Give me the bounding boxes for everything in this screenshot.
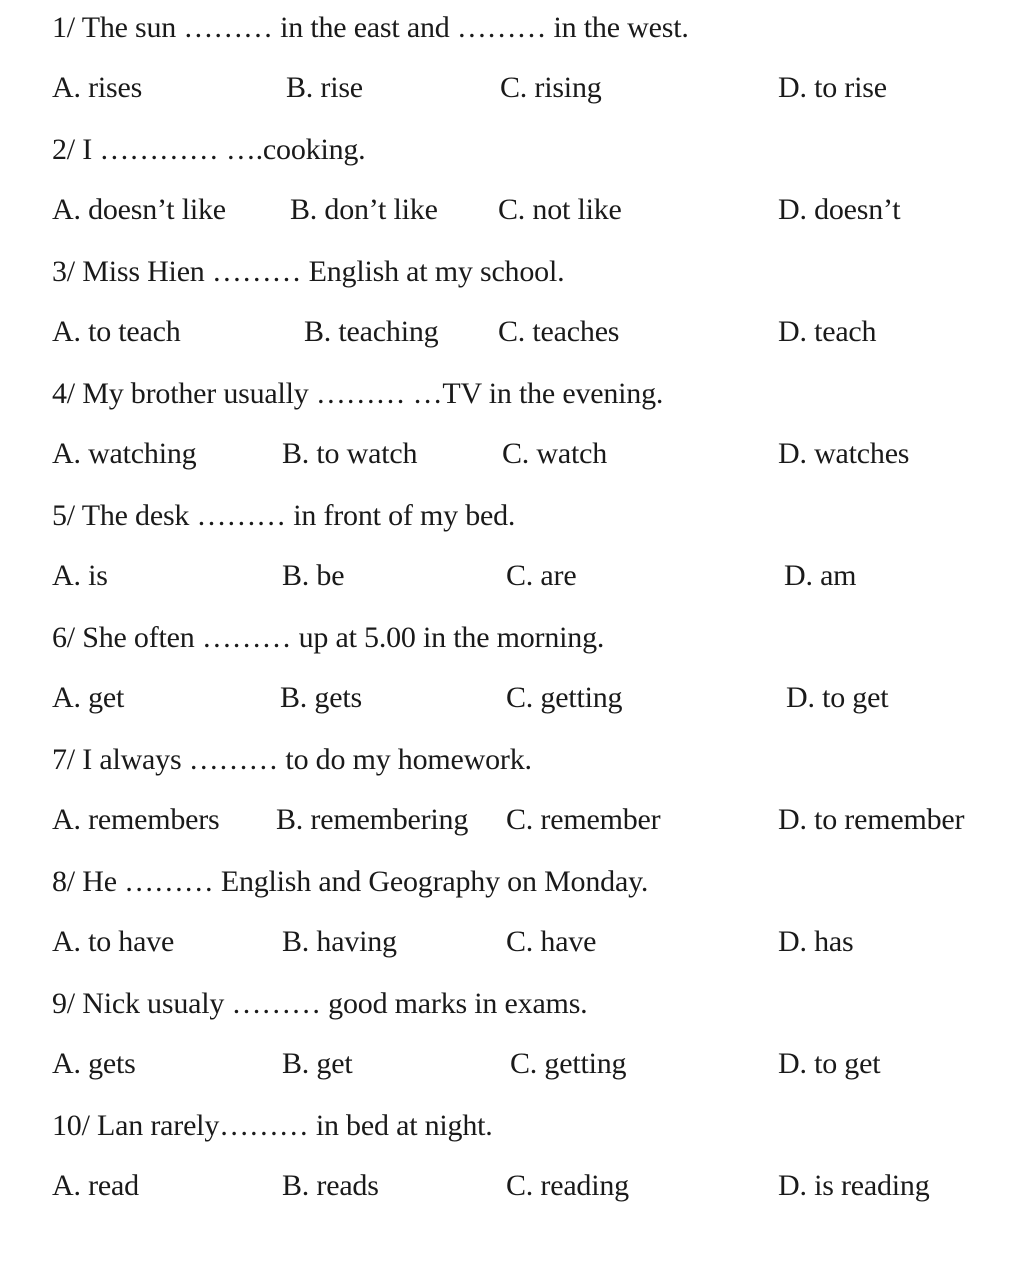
question-stem: 3/ Miss Hien ……… English at my school. — [52, 255, 565, 288]
option-a: A. read — [52, 1169, 139, 1202]
question-7 — [0, 736, 1024, 858]
question-6 — [0, 614, 1024, 736]
question-stem: 10/ Lan rarely……… in bed at night. — [52, 1109, 493, 1142]
option-c: C. reading — [506, 1169, 629, 1202]
question-1 — [0, 4, 1024, 126]
option-c: C. remember — [506, 803, 661, 836]
option-d: D. has — [778, 925, 854, 958]
option-a: A. doesn’t like — [52, 193, 226, 226]
question-stem: 7/ I always ……… to do my homework. — [52, 743, 532, 776]
option-b: B. get — [282, 1047, 353, 1080]
question-8 — [0, 858, 1024, 980]
question-stem: 2/ I ………… ….cooking. — [52, 133, 366, 166]
option-b: B. having — [282, 925, 397, 958]
option-b: B. gets — [280, 681, 362, 714]
option-a: A. gets — [52, 1047, 136, 1080]
option-a: A. to have — [52, 925, 175, 958]
option-b: B. be — [282, 559, 345, 592]
option-b: B. reads — [282, 1169, 379, 1202]
question-stem: 4/ My brother usually ……… …TV in the evening. — [52, 377, 664, 410]
question-stem: 1/ The sun ……… in the east and ……… in the west. — [52, 11, 689, 44]
option-d: D. is reading — [778, 1169, 930, 1202]
option-d: D. am — [784, 559, 857, 592]
question-2 — [0, 126, 1024, 248]
question-9 — [0, 980, 1024, 1102]
question-stem: 6/ She often ……… up at 5.00 in the morning. — [52, 621, 605, 654]
option-b: B. rise — [286, 71, 363, 104]
question-stem: 9/ Nick usualy ……… good marks in exams. — [52, 987, 588, 1020]
option-c: C. getting — [510, 1047, 627, 1080]
question-10 — [0, 1102, 1024, 1224]
question-4 — [0, 370, 1024, 492]
option-d: D. teach — [778, 315, 877, 348]
option-c: C. are — [506, 559, 577, 592]
option-c: C. have — [506, 925, 597, 958]
option-d: D. doesn’t — [778, 193, 901, 226]
option-b: B. remembering — [276, 803, 469, 836]
option-d: D. to remember — [778, 803, 965, 836]
option-a: A. watching — [52, 437, 197, 470]
option-c: C. teaches — [498, 315, 620, 348]
question-stem: 5/ The desk ……… in front of my bed. — [52, 499, 516, 532]
option-a: A. get — [52, 681, 125, 714]
option-c: C. rising — [500, 71, 602, 104]
question-5 — [0, 492, 1024, 614]
option-a: A. rises — [52, 71, 143, 104]
question-3 — [0, 248, 1024, 370]
option-b: B. to watch — [282, 437, 418, 470]
option-c: C. not like — [498, 193, 622, 226]
option-d: D. to get — [786, 681, 889, 714]
option-b: B. don’t like — [290, 193, 438, 226]
option-d: D. watches — [778, 437, 910, 470]
option-b: B. teaching — [304, 315, 439, 348]
option-a: A. to teach — [52, 315, 181, 348]
option-d: D. to rise — [778, 71, 887, 104]
option-d: D. to get — [778, 1047, 881, 1080]
option-c: C. watch — [502, 437, 608, 470]
option-a: A. remembers — [52, 803, 220, 836]
option-a: A. is — [52, 559, 108, 592]
option-c: C. getting — [506, 681, 623, 714]
question-stem: 8/ He ……… English and Geography on Monday. — [52, 865, 649, 898]
